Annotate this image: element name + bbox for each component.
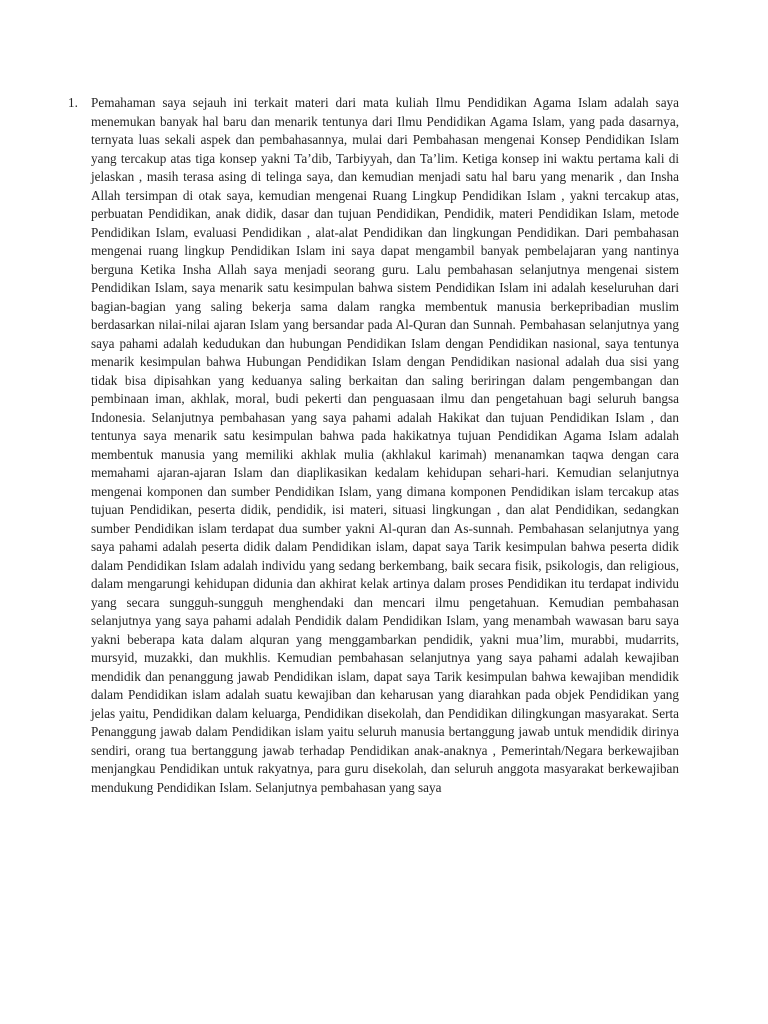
list-number: 1. [68, 95, 78, 110]
body-paragraph: Pemahaman saya sejauh ini terkait materi dari mata kuliah Ilmu Pendidikan Agama Islam adalah saya menemukan banyak hal baru dan menarik tentunya dari Ilmu Pendidikan Agama Islam, yang pada dasarnya, ternyata luas sekali aspek dan pembahasannya, mulai dari Pembahasan mengenai Konsep Pendidikan Islam yang tercakup atas tiga konsep yakni Ta’dib, Tarbiyyah, dan Ta’lim. Ketiga konsep ini waktu pertama kali di jelaskan , masih terasa asing di telinga saya, dan kemudian menjadi satu hal baru yang menarik , dan Insha Allah tersimpan di otak saya, kemudian mengenai Ruang Lingkup Pendidikan Islam , yakni tercakup atas, perbuatan Pendidikan, anak didik, dasar dan tujuan Pendidikan, Pendidik, materi Pendidikan Islam, metode Pendidikan Islam, evaluasi Pendidikan , alat-alat Pendidikan dan lingkungan Pendidikan. Dari pembahasan mengenai ruang lingkup Pendidikan Islam ini saya dapat mengambil banyak pembelajaran yang nantinya berguna Ketika Insha Allah saya menjadi seorang guru. Lalu pembahasan selanjutnya mengenai sistem Pendidikan Islam, saya menarik satu kesimpulan bahwa sistem Pendidikan Islam ini adalah keseluruhan dari bagian-bagian yang saling bekerja sama dalam rangka membentuk manusia berkepribadian muslim berdasarkan nilai-nilai ajaran Islam yang bersandar pada Al-Quran dan Sunnah. Pembahasan selanjutnya yang saya pahami adalah kedudukan dan hubungan Pendidikan Islam dengan Pendidikan nasional, saya tentunya menarik kesimpulan bahwa Hubungan Pendidikan Islam dengan Pendidikan nasional adalah dua sisi yang tidak bisa dipisahkan yang keduanya saling berkaitan dan saling beriringan dalam pengembangan dan pembinaan iman, akhlak, moral, budi pekerti dan penguasaan ilmu dan pengetahuan bagi seluruh bangsa Indonesia. Selanjutnya pembahasan yang saya pahami adalah Hakikat dan tujuan Pendidikan Islam , dan tentunya saya menarik satu kesimpulan bahwa pada hakikatnya tujuan Pendidikan Agama Islam adalah membentuk manusia yang memiliki akhlak mulia (akhlakul karimah) menanamkan taqwa dengan cara memahami ajaran-ajaran Islam dan diaplikasikan kedalam kehidupan sehari-hari. Kemudian selanjutnya mengenai komponen dan sumber Pendidikan Islam, yang dimana komponen Pendidikan islam tercakup atas tujuan Pendidikan, peserta didik, pendidik, isi materi, situasi lingkungan , dan alat Pendidikan, sedangkan sumber Pendidikan islam terdapat dua sumber yakni Al-quran dan As-sunnah. Pembahasan selanjutnya yang saya pahami adalah peserta didik dalam Pendidikan islam, dapat saya Tarik kesimpulan bahwa peserta didik dalam Pendidikan Islam adalah individu yang sedang berkembang, baik secara fisik, psikologis, dan religious, dalam mengarungi kehidupan didunia dan akhirat kelak artinya dalam proses Pendidikan itu terdapat individu yang secara sungguh-sungguh menghendaki dan mencari ilmu pengetahuan. Kemudian pembahasan selanjutnya yang saya pahami adalah Pendidik dalam Pendidikan Islam, yang menambah wawasan baru saya yakni beberapa kata dalam alquran yang menggambarkan pendidik, yakni mua’lim, murabbi, mudarrits, mursyid, muzakki, dan mukhlis. Kemudian pembahasan selanjutnya yang saya pahami adalah kewajiban mendidik dan penanggung jawab Pendidikan islam, dapat saya Tarik kesimpulan bahwa kewajiban mendidik dalam Pendidikan islam adalah suatu kewajiban dan keharusan yang diarahkan pada objek Pendidikan yang jelas yaitu, Pendidikan dalam keluarga, Pendidikan disekolah, dan Pendidikan dilingkungan masyarakat. Serta Penanggung jawab dalam Pendidikan islam yaitu seluruh manusia bertanggung jawab untuk mendidik dirinya sendiri, orang tua bertanggung jawab terhadap Pendidikan anak-anaknya , Pemerintah/Negara berkewajiban menjangkau Pendidikan untuk rakyatnya, para guru disekolah, dan seluruh anggota masyarakat berkewajiban mendukung Pendidikan Islam. Selanjutnya pembahasan yang saya [91, 95, 679, 795]
